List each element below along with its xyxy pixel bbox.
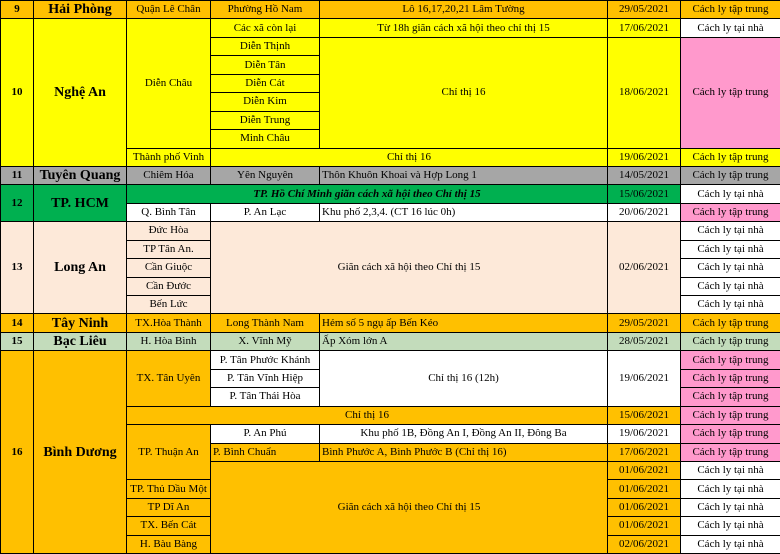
ward-cell: Diễn Thịnh	[211, 37, 320, 55]
table-row	[1, 1, 780, 19]
district-cell: Diễn Châu	[127, 19, 211, 148]
table-row	[1, 185, 780, 203]
area-cell: Giãn cách xã hội theo Chỉ thị 15	[211, 461, 608, 553]
area-cell: TP. Hồ Chí Minh giãn cách xã hội theo Chỉ thị 15	[127, 185, 608, 203]
area-cell: Giãn cách xã hội theo Chỉ thị 15	[211, 222, 608, 314]
table-row	[1, 19, 780, 37]
province-cell: Tây Ninh	[34, 314, 127, 332]
province-cell: Tuyên Quang	[34, 166, 127, 184]
date-cell: 19/06/2021	[608, 351, 681, 406]
ward-cell: Diễn Cát	[211, 74, 320, 92]
area-cell: Ấp Xóm lớn A	[320, 332, 608, 350]
ward-cell: Diễn Tân	[211, 56, 320, 74]
district-cell: TP Tân An.	[127, 240, 211, 258]
district-cell: Thành phố Vinh	[127, 148, 211, 166]
province-cell: Nghệ An	[34, 19, 127, 167]
measure-cell: Cách ly tập trung	[681, 388, 780, 406]
district-cell: Chiêm Hóa	[127, 166, 211, 184]
ward-cell: P. An Lạc	[211, 203, 320, 221]
area-cell: Khu phố 2,3,4. (CT 16 lúc 0h)	[320, 203, 608, 221]
area-cell: Chỉ thị 16	[320, 37, 608, 148]
date-cell: 02/06/2021	[608, 222, 681, 314]
ward-cell: Phường Hồ Nam	[211, 1, 320, 19]
measure-cell: Cách ly tại nhà	[681, 185, 780, 203]
date-cell: 28/05/2021	[608, 332, 681, 350]
district-cell: Cần Đước	[127, 277, 211, 295]
date-cell: 29/05/2021	[608, 1, 681, 19]
ward-cell: Diễn Trung	[211, 111, 320, 129]
measure-cell: Cách ly tập trung	[681, 443, 780, 461]
ward-cell: Diễn Kim	[211, 93, 320, 111]
district-cell: Đức Hòa	[127, 222, 211, 240]
area-cell: Bình Phước A, Bình Phước B (Chỉ thị 16)	[320, 443, 608, 461]
date-cell: 15/06/2021	[608, 185, 681, 203]
row-number: 16	[1, 351, 34, 554]
district-cell: H. Hòa Bình	[127, 332, 211, 350]
area-cell: Hẻm số 5 ngụ ấp Bến Kéo	[320, 314, 608, 332]
district-cell: H. Bàu Bàng	[127, 535, 211, 553]
district-cell: TP. Thuận An	[127, 425, 211, 480]
measure-cell: Cách ly tập trung	[681, 37, 780, 148]
measure-cell: Cách ly tại nhà	[681, 277, 780, 295]
date-cell: 01/06/2021	[608, 461, 681, 479]
ward-cell: Minh Châu	[211, 130, 320, 148]
row-number: 9	[1, 1, 34, 19]
province-cell: Hải Phòng	[34, 1, 127, 19]
date-cell: 17/06/2021	[608, 443, 681, 461]
measure-cell: Cách ly tập trung	[681, 166, 780, 184]
area-cell: Chỉ thị 16 (12h)	[320, 351, 608, 406]
ward-cell: P. An Phú	[211, 425, 320, 443]
area-cell: Khu phố 1B, Đồng An I, Đồng An II, Đông Ba	[320, 425, 608, 443]
ward-cell: Yên Nguyên	[211, 166, 320, 184]
date-cell: 18/06/2021	[608, 37, 681, 148]
district-cell: TX. Tân Uyên	[127, 351, 211, 406]
district-cell: TP Dĩ An	[127, 498, 211, 516]
measure-cell: Cách ly tập trung	[681, 369, 780, 387]
measure-cell: Cách ly tại nhà	[681, 296, 780, 314]
table-row	[1, 166, 780, 184]
ward-cell: P. Tân Phước Khánh	[211, 351, 320, 369]
area-cell: Chỉ thị 16	[211, 148, 608, 166]
measure-cell: Cách ly tại nhà	[681, 259, 780, 277]
date-cell: 19/06/2021	[608, 148, 681, 166]
date-cell: 17/06/2021	[608, 19, 681, 37]
date-cell: 01/06/2021	[608, 498, 681, 516]
measure-cell: Cách ly tập trung	[681, 203, 780, 221]
table-row	[1, 351, 780, 369]
district-cell: Quận Lê Chân	[127, 1, 211, 19]
district-cell: TP. Thủ Dầu Một	[127, 480, 211, 498]
date-cell: 01/06/2021	[608, 480, 681, 498]
ward-cell: Long Thành Nam	[211, 314, 320, 332]
district-cell: Cần Giuộc	[127, 259, 211, 277]
measure-cell: Cách ly tập trung	[681, 406, 780, 424]
date-cell: 15/06/2021	[608, 406, 681, 424]
measure-cell: Cách ly tập trung	[681, 148, 780, 166]
measure-cell: Cách ly tập trung	[681, 314, 780, 332]
date-cell: 19/06/2021	[608, 425, 681, 443]
row-number: 12	[1, 185, 34, 222]
measure-cell: Cách ly tại nhà	[681, 480, 780, 498]
measure-cell: Cách ly tại nhà	[681, 19, 780, 37]
ward-cell: X. Vĩnh Mỹ	[211, 332, 320, 350]
table-row	[1, 222, 780, 240]
measure-cell: Cách ly tập trung	[681, 1, 780, 19]
date-cell: 20/06/2021	[608, 203, 681, 221]
measure-cell: Cách ly tại nhà	[681, 461, 780, 479]
ward-cell: P. Bình Chuẩn	[211, 443, 320, 461]
province-cell: Long An	[34, 222, 127, 314]
province-cell: Bạc Liêu	[34, 332, 127, 350]
date-cell: 01/06/2021	[608, 517, 681, 535]
ward-cell: P. Tân Thái Hòa	[211, 388, 320, 406]
date-cell: 29/05/2021	[608, 314, 681, 332]
measure-cell: Cách ly tập trung	[681, 351, 780, 369]
ward-cell: P. Tân Vĩnh Hiệp	[211, 369, 320, 387]
table-row	[1, 314, 780, 332]
province-cell: TP. HCM	[34, 185, 127, 222]
province-cell: Bình Dương	[34, 351, 127, 554]
row-number: 14	[1, 314, 34, 332]
date-cell: 02/06/2021	[608, 535, 681, 553]
area-cell: Chỉ thị 16	[127, 406, 608, 424]
table-row	[1, 332, 780, 350]
district-cell: Bến Lức	[127, 296, 211, 314]
measure-cell: Cách ly tập trung	[681, 425, 780, 443]
measure-cell: Cách ly tập trung	[681, 332, 780, 350]
area-cell: Từ 18h giãn cách xã hội theo chỉ thị 15	[320, 19, 608, 37]
measure-cell: Cách ly tại nhà	[681, 240, 780, 258]
row-number: 10	[1, 19, 34, 167]
date-cell: 14/05/2021	[608, 166, 681, 184]
measure-cell: Cách ly tại nhà	[681, 535, 780, 553]
row-number: 15	[1, 332, 34, 350]
district-cell: TX. Bến Cát	[127, 517, 211, 535]
area-cell: Lô 16,17,20,21 Lâm Tường	[320, 1, 608, 19]
row-number: 13	[1, 222, 34, 314]
ward-cell: Các xã còn lại	[211, 19, 320, 37]
district-cell: Q. Bình Tân	[127, 203, 211, 221]
area-cell: Thôn Khuôn Khoai và Hợp Long 1	[320, 166, 608, 184]
district-cell: TX.Hòa Thành	[127, 314, 211, 332]
measure-cell: Cách ly tại nhà	[681, 222, 780, 240]
measure-cell: Cách ly tại nhà	[681, 517, 780, 535]
row-number: 11	[1, 166, 34, 184]
measure-cell: Cách ly tại nhà	[681, 498, 780, 516]
